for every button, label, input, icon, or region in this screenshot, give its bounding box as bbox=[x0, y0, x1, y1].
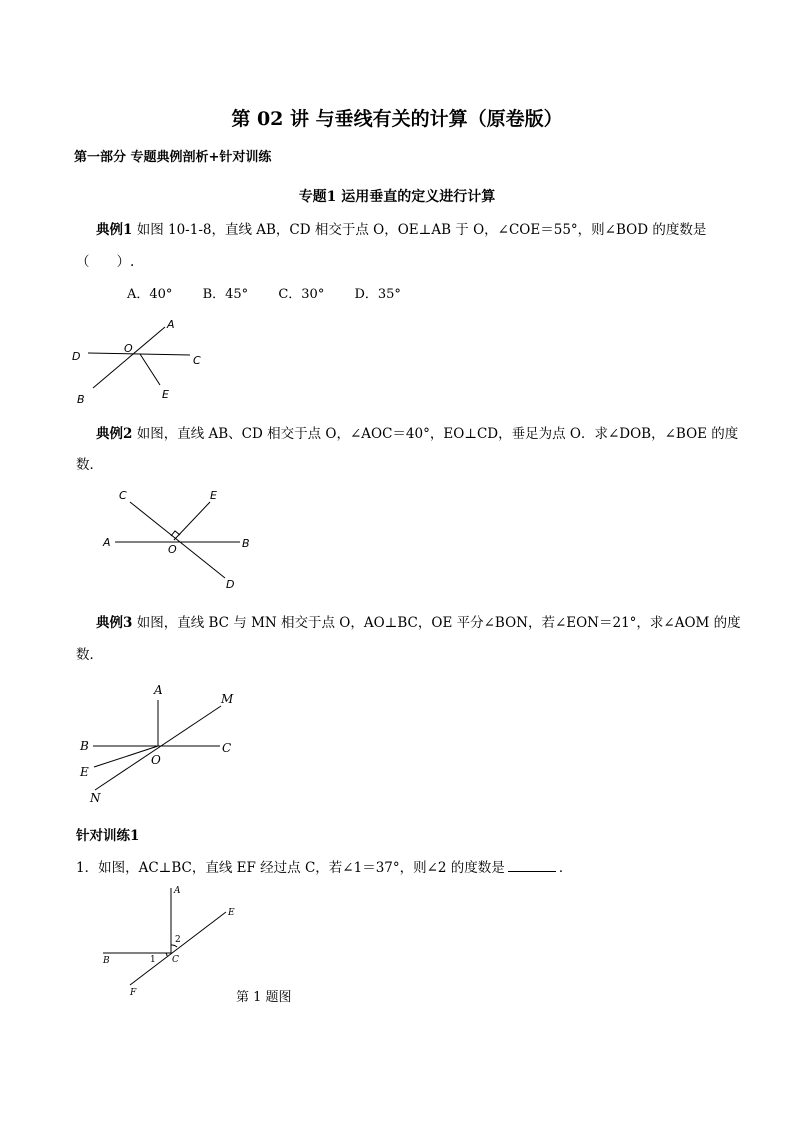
angle-2-arc bbox=[171, 945, 177, 947]
fig2-label-d: D bbox=[226, 578, 235, 591]
fig4-label-b: B bbox=[103, 956, 110, 966]
fig3-label-o: O bbox=[151, 753, 161, 767]
training-q1-end: ． bbox=[558, 860, 573, 876]
example-3-label: 典例3 bbox=[96, 615, 133, 631]
example-3-line1: 如图，直线 BC 与 MN 相交于点 O，AO⊥BC，OE 平分∠BON，若∠EON＝21°，求∠AOM 的度 bbox=[132, 615, 741, 631]
fig3-label-a: A bbox=[154, 683, 163, 697]
fig4-label-c: C bbox=[172, 955, 179, 965]
fig3-label-e: E bbox=[80, 765, 89, 779]
training-q1 bbox=[76, 856, 572, 876]
figure-3 bbox=[93, 700, 221, 790]
fig4-label-a: A bbox=[174, 886, 181, 896]
example-2-text bbox=[96, 422, 738, 442]
fig1-label-a: A bbox=[167, 318, 175, 331]
fig1-label-d: D bbox=[72, 350, 81, 363]
fig1-label-c: C bbox=[193, 354, 201, 367]
example-2-line2: 数． bbox=[76, 457, 103, 473]
example-1-line2: （ ）. bbox=[76, 254, 135, 270]
topic-heading: 专题1 运用垂直的定义进行计算 bbox=[298, 189, 496, 205]
option-b: B．45° bbox=[202, 287, 249, 302]
fig1-label-e: E bbox=[162, 388, 169, 401]
figure-2 bbox=[115, 502, 240, 578]
fig1-label-o: O bbox=[124, 342, 133, 355]
figure-4 bbox=[103, 888, 226, 985]
fig2-label-o: O bbox=[168, 543, 177, 556]
fig4-label-f: F bbox=[130, 988, 137, 998]
angle-1-arc bbox=[166, 953, 167, 956]
figure-caption: 第 1 题图 bbox=[236, 990, 292, 1005]
fig1-label-b: B bbox=[77, 393, 85, 406]
fig3-label-c: C bbox=[222, 741, 232, 755]
part-heading: 第一部分 专题典例剖析+针对训练 bbox=[74, 150, 272, 165]
fig4-label-e: E bbox=[228, 908, 235, 918]
line-dc bbox=[88, 353, 190, 355]
example-1-label: 典例1 bbox=[96, 222, 133, 238]
fig3-label-m: M bbox=[221, 692, 234, 706]
fig4-label-1: 1 bbox=[150, 955, 156, 965]
line-ab bbox=[93, 327, 165, 388]
ray-oe bbox=[140, 354, 160, 385]
fig3-label-n: N bbox=[90, 791, 101, 805]
page-title: 第 02 讲 与垂线有关的计算（原卷版） bbox=[231, 108, 563, 130]
answer-blank[interactable] bbox=[508, 859, 556, 872]
example-3-text bbox=[96, 611, 741, 631]
fig2-label-b: B bbox=[242, 537, 250, 550]
figure-1 bbox=[88, 327, 190, 388]
option-c: C．30° bbox=[278, 287, 325, 302]
option-d: D．35° bbox=[354, 287, 401, 302]
example-2-label: 典例2 bbox=[96, 426, 133, 442]
fig4-label-2: 2 bbox=[175, 935, 181, 945]
example-2-line1: 如图，直线 AB、CD 相交于点 O，∠AOC＝40°，EO⊥CD，垂足为点 O．求∠DOB，∠BOE 的度 bbox=[132, 426, 739, 442]
option-a: A．40° bbox=[127, 287, 173, 302]
training-heading: 针对训练1 bbox=[76, 828, 140, 844]
line-ef bbox=[130, 912, 226, 985]
fig3-label-b: B bbox=[80, 739, 89, 753]
fig2-label-c: C bbox=[119, 489, 127, 502]
training-q1-text: 1．如图，AC⊥BC，直线 EF 经过点 C，若∠1＝37°，则∠2 的度数是 bbox=[76, 860, 505, 876]
example-3-line2: 数． bbox=[76, 647, 103, 663]
fig2-label-e: E bbox=[210, 489, 217, 502]
ray-oe bbox=[94, 746, 158, 767]
example-1-line1: 如图 10-1-8，直线 AB，CD 相交于点 O，OE⊥AB 于 O，∠COE＝55°，则∠BOD 的度数是 bbox=[132, 222, 707, 238]
line-cd bbox=[130, 502, 225, 578]
fig2-label-a: A bbox=[103, 536, 111, 549]
